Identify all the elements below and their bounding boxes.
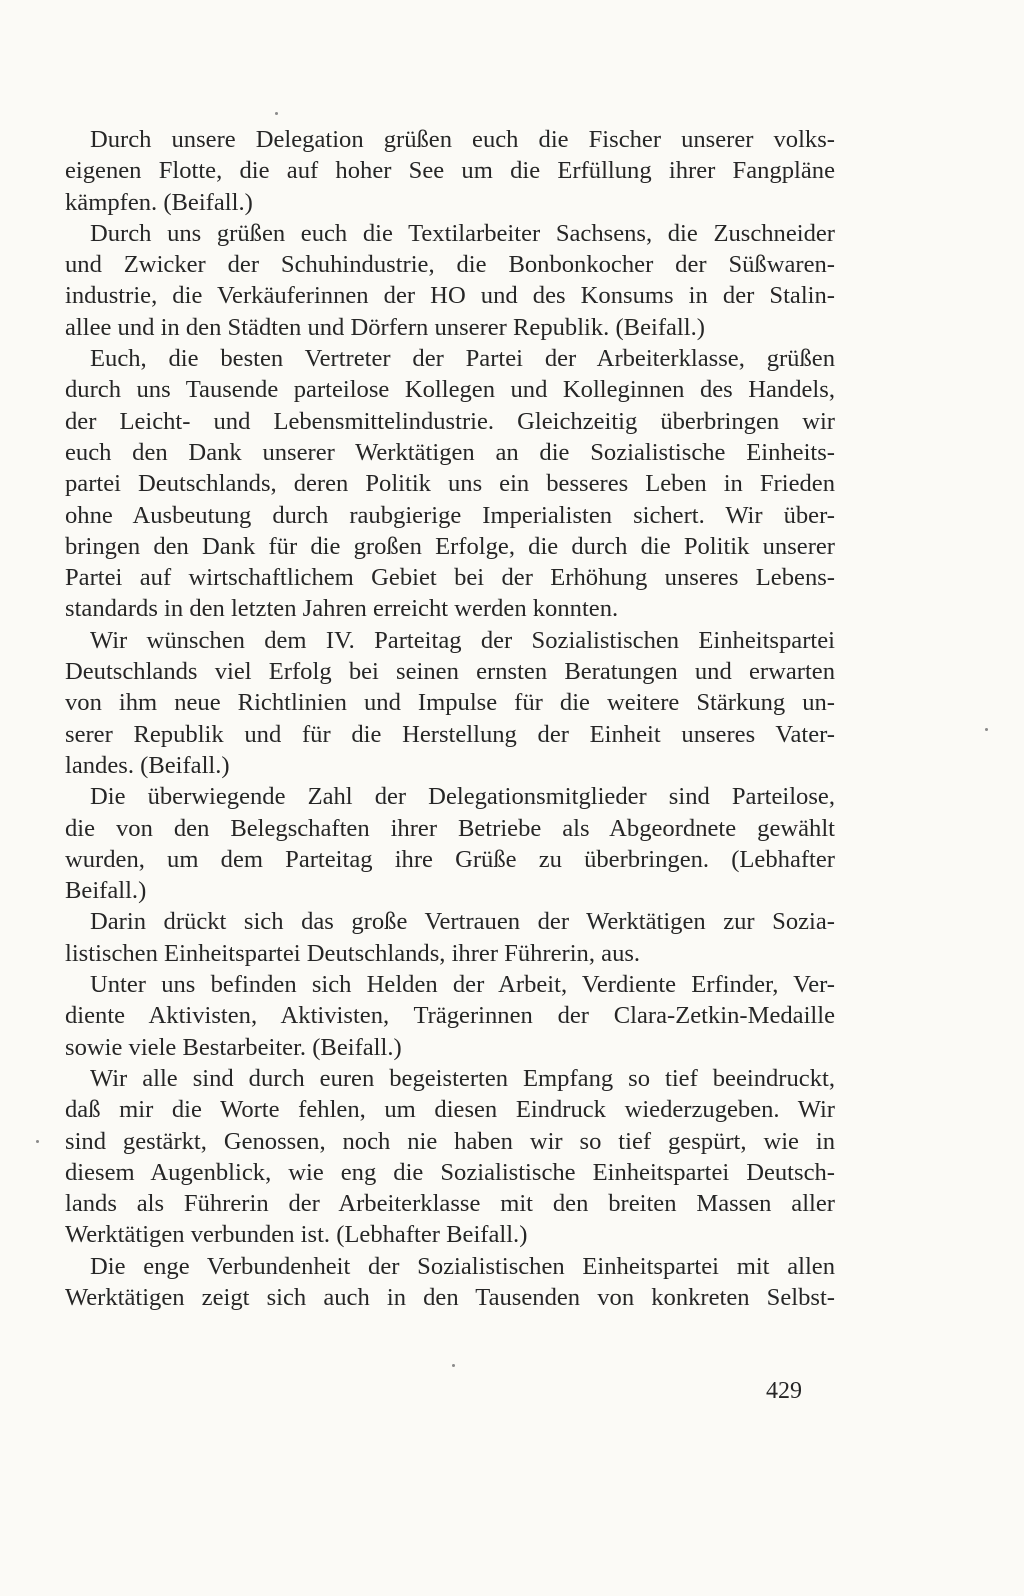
text-line: sind gestärkt, Genossen, noch nie haben wir so tief gespürt, wie in <box>65 1127 835 1155</box>
text-line: Die überwiegende Zahl der Delegationsmitglieder sind Parteilose, <box>90 783 835 811</box>
print-speck <box>36 1140 39 1143</box>
text-line: serer Republik und für die Herstellung der Einheit unseres Vater- <box>65 720 835 748</box>
text-line: diesem Augenblick, wie eng die Sozialistische Einheitspartei Deutsch- <box>65 1158 835 1186</box>
text-line: bringen den Dank für die großen Erfolge, die durch die Politik unserer <box>65 532 835 560</box>
text-line: industrie, die Verkäuferinnen der HO und des Konsums in der Stalin- <box>65 282 835 310</box>
print-speck <box>985 728 988 731</box>
text-line: listischen Einheitspartei Deutschlands, ihrer Führerin, aus. <box>65 939 641 967</box>
text-line: Werktätigen verbunden ist. (Lebhafter Beifall.) <box>65 1221 528 1249</box>
text-line: landes. (Beifall.) <box>65 751 230 779</box>
text-line: Die enge Verbundenheit der Sozialistischen Einheitspartei mit allen <box>90 1252 835 1280</box>
text-line: standards in den letzten Jahren erreicht werden konnten. <box>65 595 619 623</box>
text-line: euch den Dank unserer Werktätigen an die Sozialistische Einheits- <box>65 438 835 466</box>
text-line: der Leicht- und Lebensmittelindustrie. Gleichzeitig überbringen wir <box>65 407 835 435</box>
text-line: lands als Führerin der Arbeiterklasse mit den breiten Massen aller <box>65 1190 835 1218</box>
text-line: die von den Belegschaften ihrer Betriebe als Abgeordnete gewählt <box>65 814 835 842</box>
text-line: Unter uns befinden sich Helden der Arbeit, Verdiente Erfinder, Ver- <box>90 971 835 999</box>
text-line: eigenen Flotte, die auf hoher See um die Erfüllung ihrer Fangpläne <box>65 157 835 185</box>
text-line: sowie viele Bestarbeiter. (Beifall.) <box>65 1033 402 1061</box>
print-speck <box>452 1364 455 1367</box>
text-line: Werktätigen zeigt sich auch in den Tausenden von konkreten Selbst- <box>65 1283 835 1311</box>
text-line: durch uns Tausende parteilose Kollegen und Kolleginnen des Handels, <box>65 376 835 404</box>
text-line: Wir alle sind durch euren begeisterten Empfang so tief beeindruckt, <box>90 1064 835 1092</box>
text-line: kämpfen. (Beifall.) <box>65 188 253 216</box>
print-speck <box>275 112 278 115</box>
text-line: Durch uns grüßen euch die Textilarbeiter Sachsens, die Zuschneider <box>90 219 835 247</box>
text-line: partei Deutschlands, deren Politik uns ein besseres Leben in Frieden <box>65 470 835 498</box>
text-line: wurden, um dem Parteitag ihre Grüße zu überbringen. (Lebhafter <box>65 845 835 873</box>
text-line: allee und in den Städten und Dörfern unserer Republik. (Beifall.) <box>65 313 705 341</box>
text-line: Darin drückt sich das große Vertrauen der Werktätigen zur Sozia- <box>90 908 835 936</box>
text-line: ohne Ausbeutung durch raubgierige Imperialisten sichert. Wir über- <box>65 501 835 529</box>
text-line: Partei auf wirtschaftlichem Gebiet bei der Erhöhung unseres Lebens- <box>65 564 835 592</box>
text-line: von ihm neue Richtlinien und Impulse für die weitere Stärkung un- <box>65 689 835 717</box>
text-line: Deutschlands viel Erfolg bei seinen ernsten Beratungen und erwarten <box>65 658 835 686</box>
text-line: und Zwicker der Schuhindustrie, die Bonbonkocher der Süßwaren- <box>65 251 835 279</box>
text-line: Euch, die besten Vertreter der Partei der Arbeiterklasse, grüßen <box>90 345 835 373</box>
text-line: Wir wünschen dem IV. Parteitag der Sozialistischen Einheitspartei <box>90 626 835 654</box>
page-number: 429 <box>766 1378 802 1404</box>
text-line: diente Aktivisten, Aktivisten, Trägerinnen der Clara-Zetkin-Medaille <box>65 1002 835 1030</box>
text-line: Beifall.) <box>65 877 147 905</box>
body-text <box>65 124 835 1313</box>
text-line: Durch unsere Delegation grüßen euch die Fischer unserer volks- <box>90 126 835 153</box>
text-line: daß mir die Worte fehlen, um diesen Eindruck wiederzugeben. Wir <box>65 1096 835 1124</box>
